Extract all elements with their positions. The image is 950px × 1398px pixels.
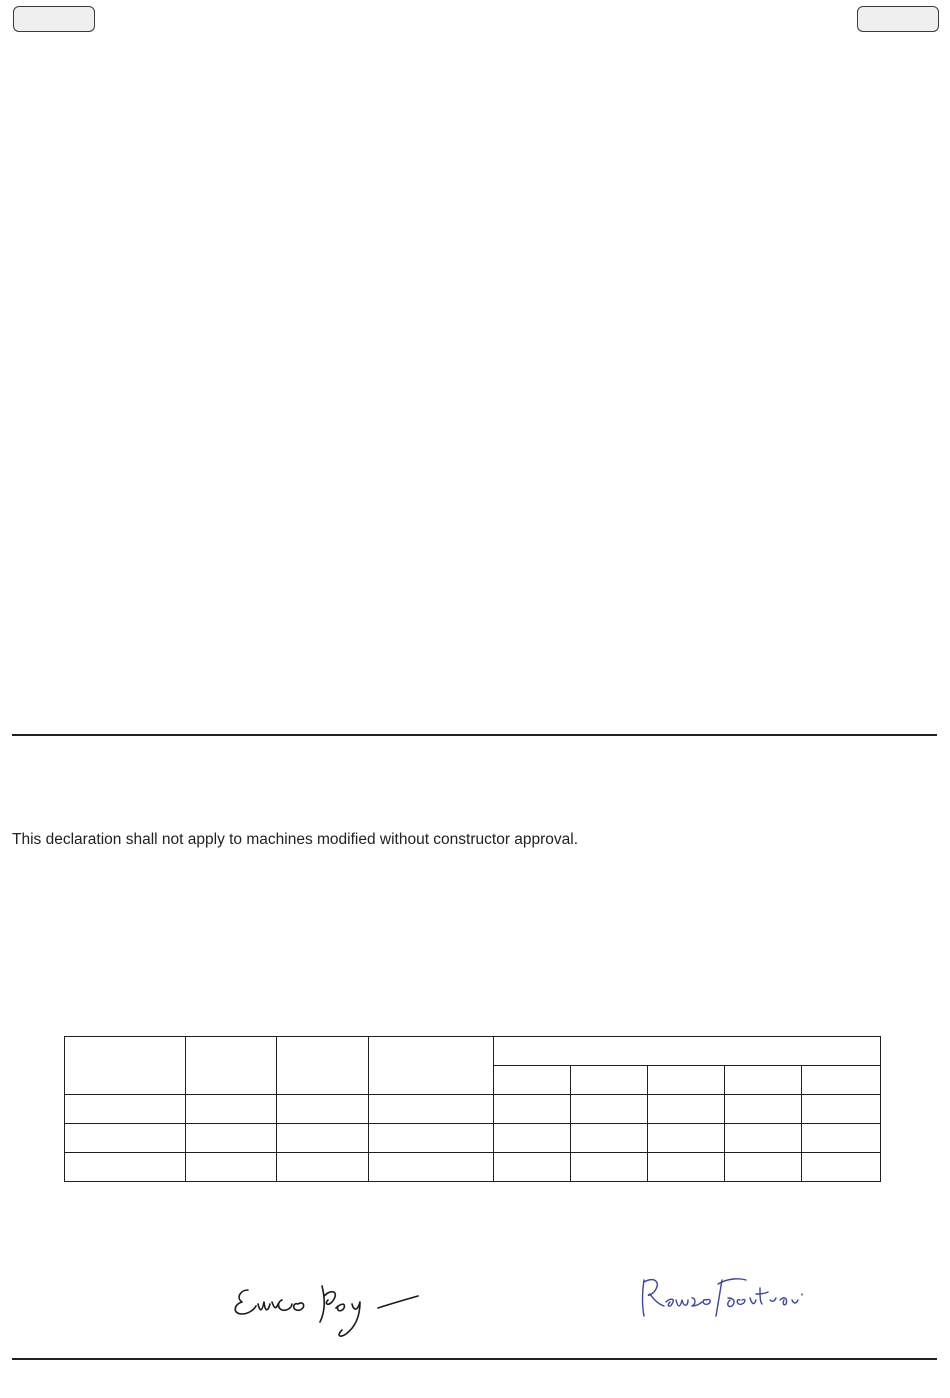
table-header-cell: [369, 1037, 494, 1095]
table-cell: [65, 1095, 186, 1124]
table-row: [65, 1153, 881, 1182]
table-header-cell: [65, 1037, 186, 1095]
table-cell: [802, 1153, 881, 1182]
table-cell: [725, 1095, 802, 1124]
signature-left-stroke: [235, 1286, 418, 1336]
declaration-notice: This declaration shall not apply to machines modified without constructor approval.: [12, 831, 579, 848]
table-cell: [277, 1095, 369, 1124]
table-cell: [802, 1124, 881, 1153]
divider-top: [12, 734, 937, 736]
table-cell: [186, 1153, 277, 1182]
table-cell: [725, 1153, 802, 1182]
table-cell: [369, 1124, 494, 1153]
table-cell: [494, 1153, 571, 1182]
table-cell: [65, 1124, 186, 1153]
page-tab-left: [13, 6, 95, 32]
table-cell: [648, 1095, 725, 1124]
signature-left: [228, 1278, 438, 1342]
table-cell: [277, 1124, 369, 1153]
table-cell: [65, 1153, 186, 1182]
page-tab-right: [857, 6, 939, 32]
table-row: [65, 1095, 881, 1124]
table-cell: [802, 1095, 881, 1124]
table-cell: [648, 1124, 725, 1153]
table-cell: [571, 1153, 648, 1182]
table-subheader-cell: [494, 1066, 571, 1095]
table-header-cell: [277, 1037, 369, 1095]
spec-table: [64, 1036, 881, 1182]
signature-right-stroke: [643, 1279, 803, 1316]
table-cell: [369, 1153, 494, 1182]
table-cell: [369, 1095, 494, 1124]
table-cell: [186, 1124, 277, 1153]
table-cell: [277, 1153, 369, 1182]
table-cell: [186, 1095, 277, 1124]
table-cell: [494, 1095, 571, 1124]
table-cell: [725, 1124, 802, 1153]
table-subheader-cell: [725, 1066, 802, 1095]
table-subheader-cell: [571, 1066, 648, 1095]
table-cell: [571, 1095, 648, 1124]
table-cell: [571, 1124, 648, 1153]
table-cell: [648, 1153, 725, 1182]
table-header-group-cell: [494, 1037, 881, 1066]
table-row: [65, 1124, 881, 1153]
table-header-cell: [186, 1037, 277, 1095]
signature-right: [636, 1270, 806, 1326]
table-header-row: [65, 1037, 881, 1066]
table-subheader-cell: [802, 1066, 881, 1095]
divider-bottom: [12, 1358, 937, 1360]
table-cell: [494, 1124, 571, 1153]
table-subheader-cell: [648, 1066, 725, 1095]
